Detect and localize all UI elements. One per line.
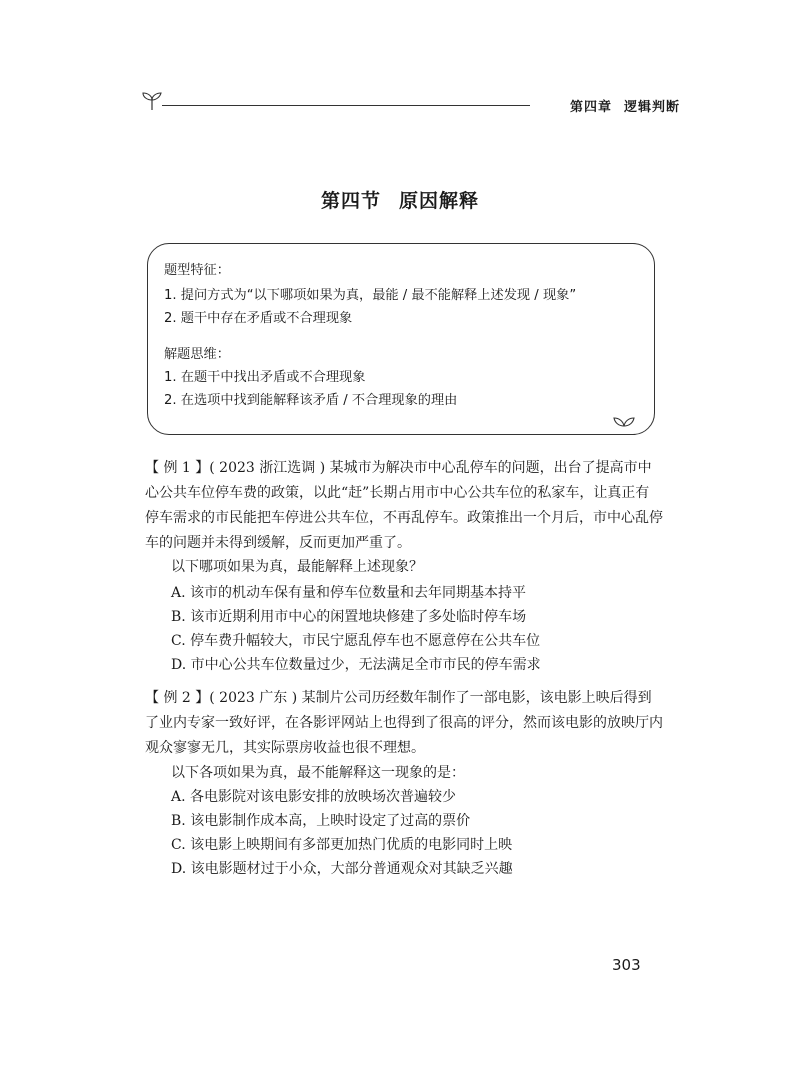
example-1-option-c: C. 停车费升幅较大，市民宁愿乱停车也不愿意停在公共车位 [171, 633, 541, 649]
chapter-subject: 逻辑判断 [623, 100, 680, 115]
section-title [0, 186, 800, 213]
stem-line: 观众寥寥无几，其实际票房收益也很不理想。 [145, 740, 425, 756]
example-2-option-c: C. 该电影上映期间有多部更加热门优质的电影同时上映 [171, 837, 513, 853]
section-number: 第四节 [320, 190, 381, 212]
stem-line: 了业内专家一致好评，在各影评网站上也得到了很高的评分，然而该电影的放映厅内 [145, 715, 663, 731]
leaf-icon [612, 412, 636, 428]
sprout-icon [140, 88, 164, 112]
page-number: 303 [612, 956, 641, 974]
example-2-stem [145, 686, 663, 761]
example-1-stem [145, 456, 663, 556]
header-rule [162, 105, 530, 106]
stem-line: 【 例 2 】( 2023 广东 ) 某制片公司历经数年制作了一部电影，该电影上映后得到 [145, 690, 652, 706]
thinking-title: 解题思维： [164, 347, 230, 362]
feature-item: 2. 题干中存在矛盾或不合理现象 [164, 311, 353, 326]
example-1-question: 以下哪项如果为真，最能解释上述现象？ [171, 559, 423, 575]
feature-item: 1. 提问方式为“以下哪项如果为真，最能 / 最不能解释上述发现 / 现象” [164, 288, 577, 303]
example-2-option-d: D. 该电影题材过于小众，大部分普通观众对其缺乏兴趣 [171, 861, 513, 877]
example-2-question: 以下各项如果为真，最不能解释这一现象的是： [171, 765, 465, 781]
stem-line: 车的问题并未得到缓解，反而更加严重了。 [145, 535, 411, 551]
example-2-option-a: A. 各电影院对该电影安排的放映场次普遍较少 [171, 789, 457, 805]
thinking-item: 2. 在选项中找到能解释该矛盾 / 不合理现象的理由 [164, 393, 458, 408]
thinking-item: 1. 在题干中找出矛盾或不合理现象 [164, 370, 366, 385]
example-1-option-b: B. 该市近期利用市中心的闲置地块修建了多处临时停车场 [171, 609, 527, 625]
stem-line: 停车需求的市民能把车停进公共车位，不再乱停车。政策推出一个月后，市中心乱停 [145, 510, 663, 526]
section-name: 原因解释 [399, 190, 480, 212]
chapter-label [570, 96, 680, 115]
example-2-option-b: B. 该电影制作成本高，上映时设定了过高的票价 [171, 813, 471, 829]
example-1-option-a: A. 该市的机动车保有量和停车位数量和去年同期基本持平 [171, 585, 527, 601]
chapter-number: 第四章 [569, 100, 612, 115]
stem-line: 心公共车位停车费的政策，以此“赶”长期占用市中心公共车位的私家车，让真正有 [145, 485, 650, 501]
feature-box [147, 243, 655, 435]
stem-line: 【 例 1 】( 2023 浙江选调 ) 某城市为解决市中心乱停车的问题，出台了提高市中 [145, 460, 652, 476]
example-1-option-d: D. 市中心公共车位数量过少，无法满足全市市民的停车需求 [171, 657, 541, 673]
running-header [140, 88, 680, 118]
feature-title: 题型特征： [164, 263, 230, 278]
